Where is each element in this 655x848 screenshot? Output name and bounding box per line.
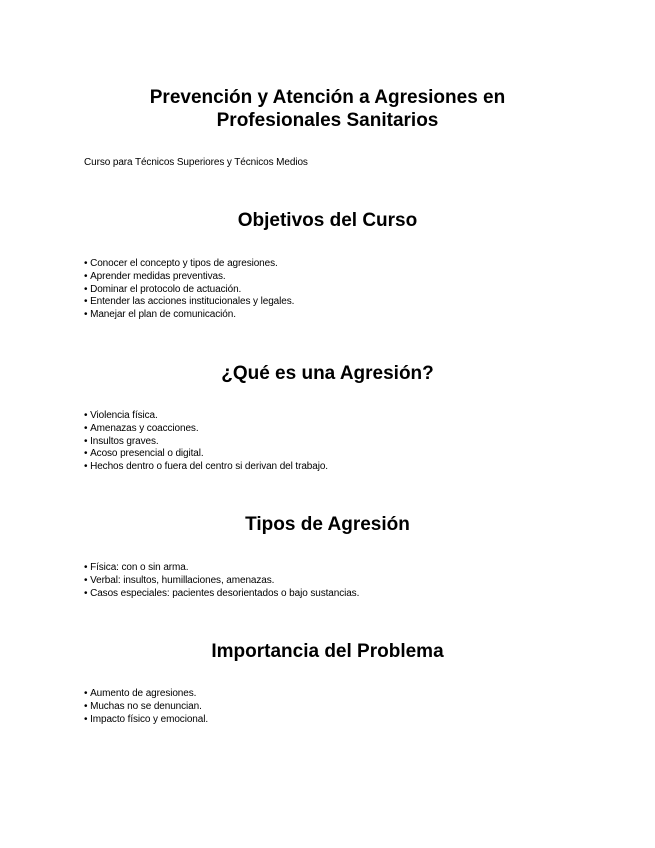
list-item: • Violencia física.	[84, 410, 328, 423]
list-item: • Entender las acciones institucionales y legales.	[84, 296, 294, 309]
section-list-tipos-agresion	[84, 562, 359, 600]
list-item: • Acoso presencial o digital.	[84, 448, 328, 461]
list-item: • Conocer el concepto y tipos de agresiones.	[84, 258, 294, 271]
list-item: • Casos especiales: pacientes desorientados o bajo sustancias.	[84, 588, 359, 601]
list-item: • Muchas no se denuncian.	[84, 701, 208, 714]
document-title-line-2: Profesionales Sanitarios	[216, 110, 439, 131]
list-item: • Aumento de agresiones.	[84, 688, 208, 701]
document-title-line-1: Prevención y Atención a Agresiones en	[149, 87, 506, 108]
section-heading-importancia: Importancia del Problema	[211, 641, 444, 662]
section-heading-tipos-agresion: Tipos de Agresión	[245, 514, 410, 535]
section-list-objetivos	[84, 258, 294, 322]
list-item: • Física: con o sin arma.	[84, 562, 359, 575]
list-item: • Dominar el protocolo de actuación.	[84, 284, 294, 297]
list-item: • Manejar el plan de comunicación.	[84, 309, 294, 322]
list-item: • Hechos dentro o fuera del centro si derivan del trabajo.	[84, 461, 328, 474]
section-list-importancia	[84, 688, 208, 726]
list-item: • Aprender medidas preventivas.	[84, 271, 294, 284]
section-list-que-es-agresion	[84, 410, 328, 474]
list-item: • Insultos graves.	[84, 436, 328, 449]
list-item: • Impacto físico y emocional.	[84, 714, 208, 727]
section-heading-objetivos: Objetivos del Curso	[237, 210, 418, 231]
document-title	[0, 86, 655, 132]
section-heading-que-es-agresion: ¿Qué es una Agresión?	[221, 363, 434, 384]
list-item: • Amenazas y coacciones.	[84, 423, 328, 436]
document-subtitle: Curso para Técnicos Superiores y Técnicos Medios	[84, 157, 308, 168]
list-item: • Verbal: insultos, humillaciones, amenazas.	[84, 575, 359, 588]
